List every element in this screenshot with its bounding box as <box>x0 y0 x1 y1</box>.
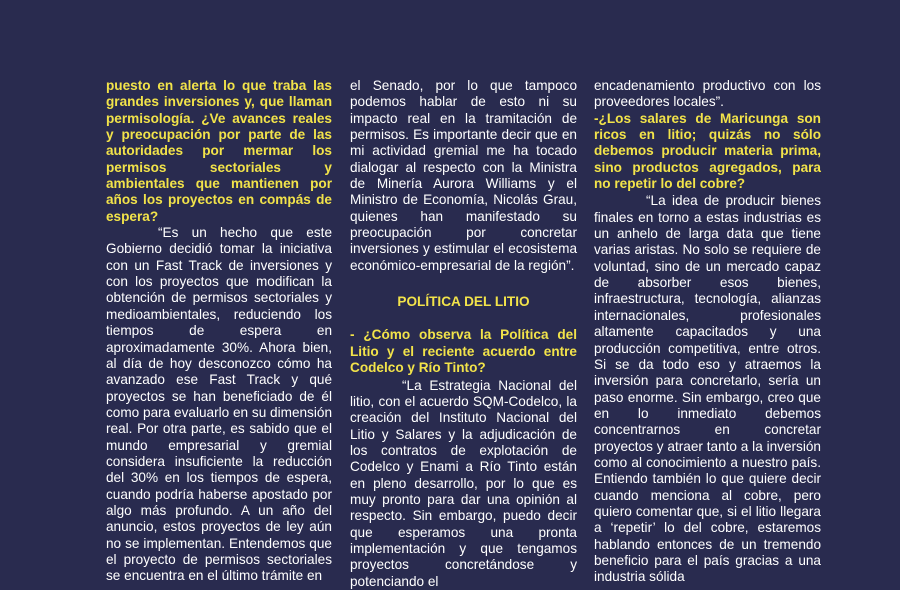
interview-question: -¿Los salares de Maricunga son ricos en litio; quizás no sólo debemos producir materia prima, sino productos agregados, para no repetir lo del cobre? <box>594 110 821 192</box>
text-column-1 <box>106 78 332 585</box>
answer-continuation: encadenamiento productivo con los proveedores locales”. <box>594 78 821 110</box>
text-column-3 <box>594 78 821 586</box>
text-column-2 <box>350 78 577 590</box>
interview-answer: “Es un hecho que este Gobierno decidió tomar la iniciativa con un Fast Track de inversiones y con los proyectos que modifican la obtención de permisos sectoriales y medioambientales, reduciendo los tiempos de espera en aproximadamente 30%. Ahora bien, al día de hoy desconozco cómo ha avanzado ese Fast Track y qué proyectos se han beneficiado de él como para evaluarlo en su dimensión real. Por otra parte, es sabido que el mundo empresarial y gremial considera insuficiente la reducción del 30% en los tiempos de espera, cuando podría haberse apostado por algo más profundo. A un año del anuncio, estos proyectos de ley aún no se implementan. Entendemos que el proyecto de permisos sectoriales se encuentra en el último trámite en <box>106 225 332 584</box>
answer-continuation: el Senado, por lo que tampoco podemos hablar de esto ni su impacto real en la tramitación de permisos. Es importante decir que en mi actividad gremial me ha tocado dialogar al respecto con la Ministra de Minería Aurora Williams y el Ministro de Economía, Nicolás Grau, quienes han manifestado su preocupación por concretar inversiones y estimular el ecosistema económico-empresarial de la región”. <box>350 78 577 273</box>
interview-question: - ¿Cómo observa la Política del Litio y el reciente acuerdo entre Codelco y Río Tinto? <box>350 327 577 376</box>
section-heading: POLÍTICA DEL LITIO <box>397 294 530 310</box>
interview-question: puesto en alerta lo que traba las grandes inversiones y, que llaman permisología. ¿Ve avances reales y preocupación por parte de las autoridades por mermar los permisos sectoriales y ambientales que mantienen por años los proyectos en compás de espera? <box>106 78 332 224</box>
interview-answer: “La Estrategia Nacional del litio, con el acuerdo SQM-Codelco, la creación del Instituto Nacional del Litio y Salares y la adjudicación de los contratos de explotación de Codelco y Enami a Río Tinto están en pleno desarrollo, por lo que es muy pronto para dar una opinión al respecto. Sin embargo, puedo decir que esperamos una pronta implementación y que tengamos proyectos concretándose y potenciando el <box>350 377 577 589</box>
interview-answer: “La idea de producir bienes finales en torno a estas industrias es un anhelo de larga data que tiene varias aristas. No solo se requiere de voluntad, sino de un mercado capaz de absorber esos bienes, infraestructura, tecnología, alianzas internacionales, profesionales altamente capacitados y una producción competitiva, entre otros. Si se da todo eso y atraemos la inversión para concretarlo, sería un paso enorme. Sin embargo, creo que en lo inmediato debemos concentrarnos en concretar proyectos y atraer tanto a la inversión como al conocimiento a nuestro país. Entiendo también lo que quiere decir cuando menciona al cobre, pero quiero comentar que, si el litio llegara a ‘repetir’ lo del cobre, estaremos hablando entonces de un tremendo beneficio para el país gracias a una industria sólida <box>594 193 821 585</box>
